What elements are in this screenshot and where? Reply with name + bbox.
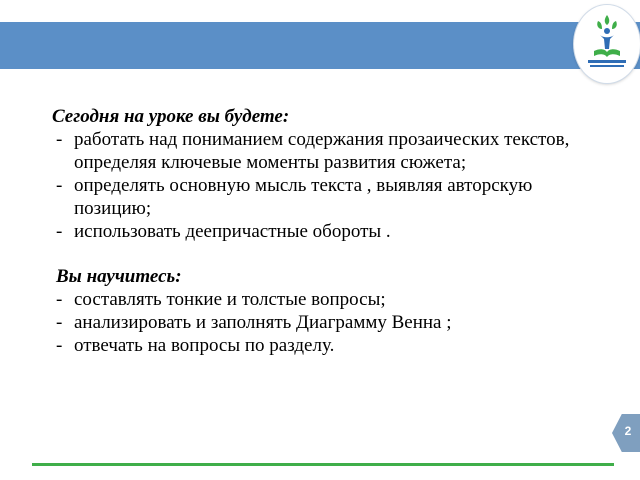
skills-list [52, 288, 612, 357]
list-item-text: отвечать на вопросы по разделу. [74, 335, 335, 356]
list-item-text: работать над пониманием содержания прозаических текстов, определяя ключевые моменты развития сюжета; [74, 129, 570, 173]
page-number: 2 [624, 424, 632, 438]
footer-line [32, 463, 614, 466]
school-emblem-icon [574, 5, 640, 83]
bullet-icon: - [56, 129, 63, 150]
list-item-text: анализировать и заполнять Диаграмму Венна ; [74, 312, 452, 333]
bullet-icon: - [56, 289, 63, 310]
bullet-icon: - [56, 175, 63, 196]
list-item [52, 334, 612, 357]
bullet-icon: - [56, 335, 63, 356]
goals-list [52, 128, 612, 243]
list-item [52, 128, 612, 174]
section-title-learn: Вы научитесь: [56, 266, 182, 287]
list-item [52, 311, 612, 334]
header-band [0, 22, 640, 69]
bullet-icon: - [56, 312, 63, 333]
list-item [52, 174, 612, 220]
list-item-text: использовать деепричастные обороты . [74, 221, 391, 242]
list-item [52, 288, 612, 311]
slide-content [52, 105, 612, 357]
section-title-today: Сегодня на уроке вы будете: [52, 106, 290, 127]
list-item-text: составлять тонкие и толстые вопросы; [74, 289, 386, 310]
list-item-text: определять основную мысль текста , выявляя авторскую позицию; [74, 175, 533, 219]
list-item [52, 220, 612, 243]
bullet-icon: - [56, 221, 63, 242]
